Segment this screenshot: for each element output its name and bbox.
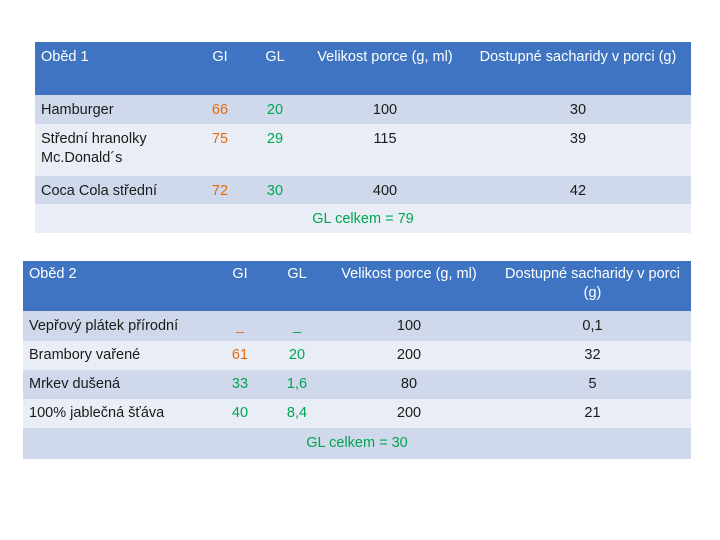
row-carbs: 5 <box>494 370 691 399</box>
row-food-name: Brambory vařené <box>23 341 210 370</box>
row-food-name: 100% jablečná šťáva <box>23 399 210 428</box>
row-gi: _ <box>210 311 270 341</box>
row-portion: 115 <box>305 124 465 176</box>
row-food-name: Mrkev dušená <box>23 370 210 399</box>
header-carbs: Dostupné sacharidy v porci (g) <box>494 261 691 311</box>
header-meal: Oběd 1 <box>35 42 195 95</box>
row-portion: 400 <box>305 176 465 204</box>
row-carbs: 39 <box>465 124 691 176</box>
lunch-2-table <box>23 261 691 459</box>
row-food-name: Hamburger <box>35 95 195 124</box>
row-gi: 66 <box>195 95 245 124</box>
header-portion-size: Velikost porce (g, ml) <box>305 42 465 95</box>
header-gi: GI <box>195 42 245 95</box>
row-gl: 1,6 <box>270 370 324 399</box>
row-portion: 80 <box>324 370 494 399</box>
row-gl: 8,4 <box>270 399 324 428</box>
row-portion: 100 <box>324 311 494 341</box>
gl-total: GL celkem = 30 <box>23 428 691 459</box>
row-carbs: 21 <box>494 399 691 428</box>
row-gi: 75 <box>195 124 245 176</box>
row-gl: _ <box>270 311 324 341</box>
row-portion: 200 <box>324 341 494 370</box>
row-gi: 61 <box>210 341 270 370</box>
row-gi: 33 <box>210 370 270 399</box>
header-gl: GL <box>245 42 305 95</box>
row-food-name: Vepřový plátek přírodní <box>23 311 210 341</box>
row-portion: 200 <box>324 399 494 428</box>
row-gl: 30 <box>245 176 305 204</box>
header-gl: GL <box>270 261 324 311</box>
header-carbs: Dostupné sacharidy v porci (g) <box>465 42 691 95</box>
header-gi: GI <box>210 261 270 311</box>
header-portion-size: Velikost porce (g, ml) <box>324 261 494 311</box>
row-gi: 40 <box>210 399 270 428</box>
row-gl: 20 <box>245 95 305 124</box>
lunch-1-table <box>35 42 691 233</box>
row-carbs: 42 <box>465 176 691 204</box>
row-gi: 72 <box>195 176 245 204</box>
row-gl: 20 <box>270 341 324 370</box>
row-portion: 100 <box>305 95 465 124</box>
row-carbs: 30 <box>465 95 691 124</box>
row-carbs: 0,1 <box>494 311 691 341</box>
row-food-name: Coca Cola střední <box>35 176 195 204</box>
row-gl: 29 <box>245 124 305 176</box>
row-food-name: Střední hranolky Mc.Donald´s <box>35 124 195 176</box>
header-meal: Oběd 2 <box>23 261 210 311</box>
gl-total: GL celkem = 79 <box>35 204 691 233</box>
row-carbs: 32 <box>494 341 691 370</box>
